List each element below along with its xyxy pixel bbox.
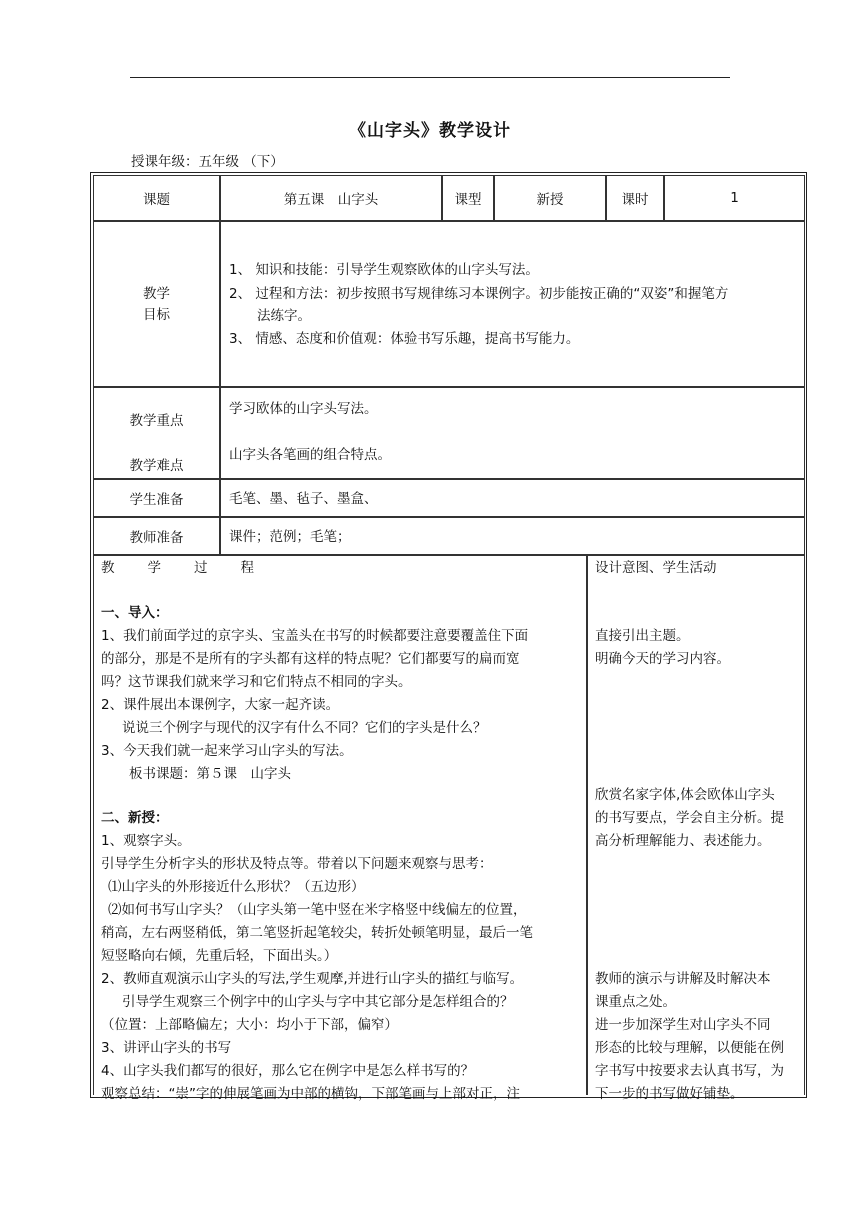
- teacher-prep-label: 教师准备: [93, 517, 220, 555]
- design-intent-line: 课重点之处。: [595, 994, 676, 1010]
- process-line: 板书课题：第５课 山字头: [129, 766, 291, 782]
- process-line: 说说三个例字与现代的汉字有什么不同？它们的字头是什么？: [122, 720, 487, 736]
- topic-value: 第五课 山字头: [220, 175, 442, 221]
- topic-label: 课题: [93, 175, 220, 221]
- process-line: 3、讲评山字头的书写: [101, 1040, 232, 1056]
- section-heading-intro: 一、导入：: [101, 605, 169, 621]
- process-line: 1、我们前面学过的京字头、宝盖头在书写的时候都要注意要覆盖住下面: [101, 628, 529, 644]
- design-intent-line: 的书写要点，学会自主分析。提: [595, 810, 784, 826]
- process-cell: [93, 555, 587, 1102]
- process-line: 4、山字头我们都写的很好，那么它在例字中是怎么样书写的？: [101, 1063, 475, 1079]
- process-line: 稍高，左右两竖稍低，第二笔竖折起笔较尖，转折处顿笔明显，最后一笔: [101, 925, 533, 941]
- process-line: 2、教师直观演示山字头的写法,学生观摩,并进行山字头的描红与临写。: [101, 971, 524, 987]
- section-heading-new: 二、新授：: [101, 810, 169, 826]
- document-title: 《山字头》教学设计: [349, 121, 511, 141]
- design-intent-line: 下一步的书写做好铺垫。: [595, 1086, 744, 1102]
- design-intent-cell: [587, 555, 805, 1102]
- type-label: 课型: [442, 175, 494, 221]
- key-points-content-cell: [220, 387, 805, 479]
- objectives-content-cell: [220, 221, 805, 387]
- type-value: 新授: [494, 175, 606, 221]
- objectives-label-cell: [93, 221, 220, 387]
- student-prep-cell: [220, 479, 805, 517]
- objective-item: 1、 知识和技能：引导学生观察欧体的山字头写法。: [229, 262, 539, 278]
- hours-value: 1: [664, 175, 805, 221]
- objective-item: 2、 过程和方法：初步按照书写规律练习本课例字。初步能按正确的“双姿”和握笔方: [229, 286, 729, 302]
- difficult-point-value: 山字头各笔画的组合特点。: [229, 447, 391, 463]
- student-prep-label: 学生准备: [93, 479, 220, 517]
- design-intent-line: 欣赏名家字体,体会欧体山字头: [595, 787, 775, 803]
- design-intent-line: 直接引出主题。: [595, 628, 690, 644]
- objective-item: 法练字。: [257, 308, 311, 324]
- design-intent-line: 进一步加深学生对山字头不同: [595, 1017, 771, 1033]
- key-points-label-cell: [93, 387, 220, 479]
- process-header: 教学过程: [101, 560, 287, 576]
- process-line: 引导学生观察三个例字中的山字头与字中其它部分是怎样组合的？: [122, 994, 514, 1010]
- header-rule: [130, 77, 730, 78]
- design-intent-line: 形态的比较与理解，以便能在例: [595, 1040, 784, 1056]
- design-intent-line: 明确今天的学习内容。: [595, 651, 730, 667]
- design-intent-line: 字书写中按要求去认真书写，为: [595, 1063, 784, 1079]
- process-line: 的部分，那是不是所有的字头都有这样的特点呢？它们都要写的扁而宽: [101, 651, 520, 667]
- design-intent-header: 设计意图、学生活动: [595, 560, 717, 576]
- key-point-label: 教学重点: [129, 413, 184, 429]
- hours-label: 课时: [606, 175, 664, 221]
- difficult-point-label: 教学难点: [129, 458, 184, 474]
- student-prep-value: 毛笔、墨、毡子、墨盒、: [229, 491, 378, 507]
- design-intent-line: 高分析理解能力、表述能力。: [595, 833, 771, 849]
- process-line: ⑴山字头的外形接近什么形状？（五边形）: [108, 879, 365, 895]
- process-line: 短竖略向右倾，先重后轻，下面出头。）: [101, 948, 338, 964]
- process-line: 3、今天我们就一起来学习山字头的写法。: [101, 743, 353, 759]
- grade-line: 授课年级：五年级 （下）: [131, 154, 284, 170]
- process-line: 观察总结：“崇”字的伸展笔画为中部的横钩，下部笔画与上部对正，注: [101, 1086, 520, 1102]
- process-line: 引导学生分析字头的形状及特点等。带着以下问题来观察与思考：: [101, 856, 493, 872]
- design-intent-line: 教师的演示与讲解及时解决本: [595, 971, 771, 987]
- objective-item: 3、 情感、态度和价值观：体验书写乐趣，提高书写能力。: [229, 331, 580, 347]
- process-line: ⑵如何书写山字头？（山字头第一笔中竖在米字格竖中线偏左的位置，: [108, 902, 527, 918]
- process-line: 2、课件展出本课例字，大家一起齐读。: [101, 697, 340, 713]
- key-point-value: 学习欧体的山字头写法。: [229, 401, 378, 417]
- process-line: 1、观察字头。: [101, 833, 191, 849]
- teacher-prep-cell: [220, 517, 805, 555]
- objectives-label-line1: 教学: [143, 286, 170, 302]
- process-line: （位置：上部略偏左；大小：均小于下部，偏窄）: [101, 1017, 398, 1033]
- teacher-prep-value: 课件；范例；毛笔；: [229, 529, 351, 545]
- objectives-label-line2: 目标: [143, 307, 170, 323]
- process-line: 吗？这节课我们就来学习和它们特点不相同的字头。: [101, 674, 412, 690]
